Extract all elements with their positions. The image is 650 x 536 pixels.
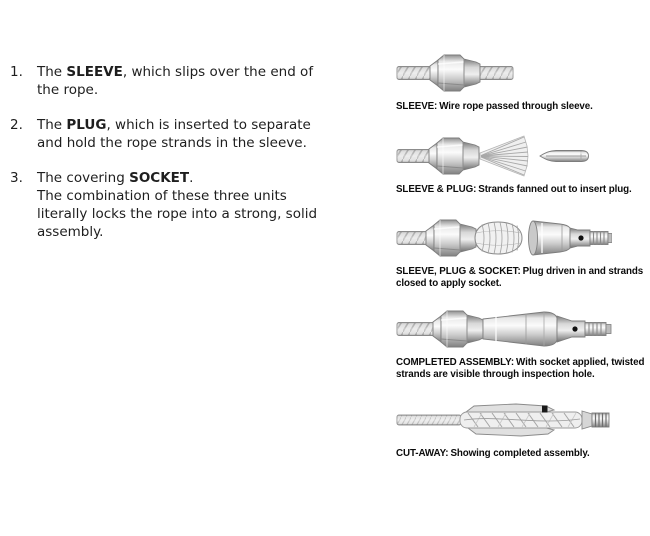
figure-caption	[396, 448, 648, 460]
step-text: The SLEEVE, which slips over the end of the rope.	[37, 64, 314, 98]
sleeve-fitting	[433, 311, 483, 347]
step-item	[10, 63, 355, 99]
step-item	[10, 169, 355, 241]
closed-strands-over-plug	[475, 222, 522, 254]
step-number: 3.	[10, 170, 23, 186]
threaded-stud	[582, 411, 609, 429]
figures-column	[396, 0, 650, 536]
threaded-stud	[590, 232, 608, 245]
cut-section-notch	[542, 406, 548, 413]
figure-sleeve	[396, 50, 650, 113]
plug-driven-in-with-socket-illustration	[396, 215, 612, 261]
step-text: The covering SOCKET. The combination of these three units literally locks the rope into a strong, solid assembly.	[37, 170, 318, 240]
figure-caption	[396, 266, 648, 289]
figure-caption-text: Showing completed assembly.	[450, 448, 590, 459]
wire-rope	[397, 415, 461, 425]
socket	[529, 221, 613, 255]
completed-assembly-illustration	[396, 306, 612, 352]
threaded-stud	[585, 323, 606, 336]
figure-label: SLEEVE, PLUG & SOCKET:	[396, 266, 521, 277]
figure-completed-assembly	[396, 306, 650, 380]
inspection-hole	[578, 235, 583, 240]
figure-caption-text: Strands fanned out to insert plug.	[478, 184, 632, 195]
figure-caption-text: Plug driven in and strands closed to apply socket.	[396, 266, 644, 289]
figure-sleeve-plug-and-socket	[396, 215, 650, 289]
wire-rope-through-sleeve-illustration	[396, 50, 612, 96]
sleeve-fitting	[430, 55, 480, 91]
step-number: 1.	[10, 64, 23, 80]
fanned-strands	[480, 136, 528, 176]
figure-cutaway	[396, 397, 650, 460]
figure-caption-text: Wire rope passed through sleeve.	[439, 101, 593, 112]
cutaway-assembly-illustration	[396, 397, 612, 443]
step-text: The PLUG, which is inserted to separate and hold the rope strands in the sleeve.	[37, 117, 311, 151]
figure-label: CUT-AWAY:	[396, 448, 449, 459]
steps-list	[10, 63, 355, 258]
figure-label: SLEEVE:	[396, 101, 438, 112]
sleeve-fitting	[426, 220, 476, 256]
figure-sleeve-and-plug	[396, 133, 650, 196]
figure-label: COMPLETED ASSEMBLY:	[396, 357, 515, 368]
figure-caption	[396, 101, 648, 113]
figure-caption	[396, 184, 648, 196]
figure-caption	[396, 357, 648, 380]
inspection-hole	[572, 326, 577, 331]
figure-caption-text: With socket applied, twisted strands are visible through inspection hole.	[396, 357, 645, 380]
cutaway-shell	[460, 404, 582, 436]
strands-fanned-with-plug-illustration	[396, 133, 612, 179]
sleeve-fitting	[429, 138, 479, 174]
figure-label: SLEEVE & PLUG:	[396, 184, 477, 195]
step-number: 2.	[10, 117, 23, 133]
applied-socket	[483, 312, 611, 346]
step-item	[10, 116, 355, 152]
plug	[540, 151, 589, 162]
